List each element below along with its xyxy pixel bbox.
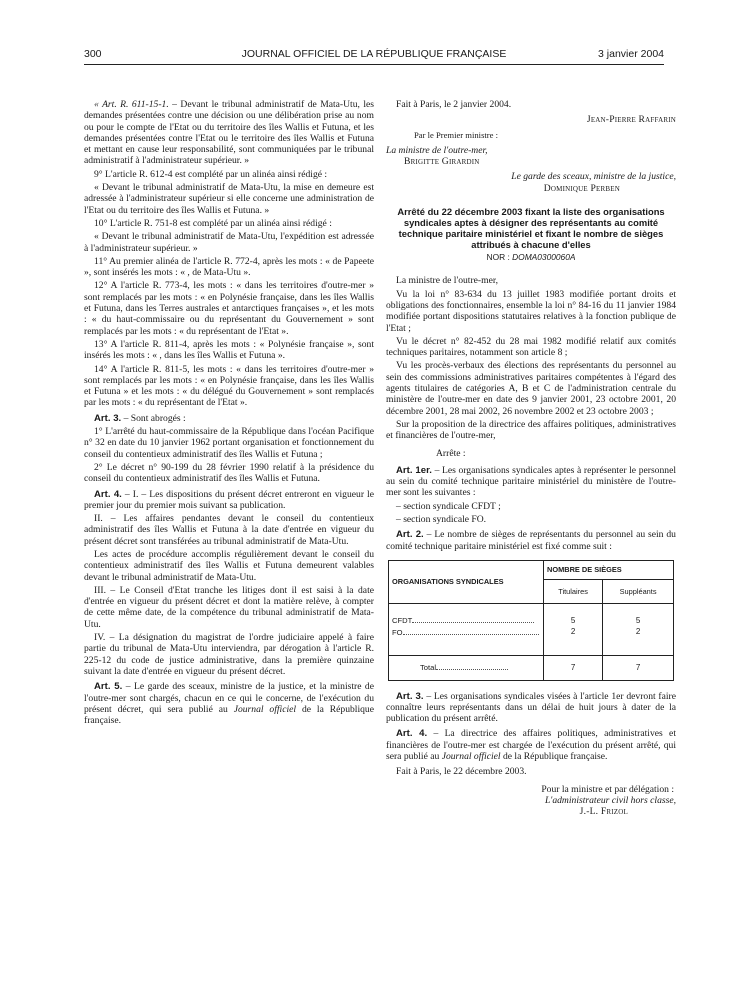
signing-place-date: Fait à Paris, le 22 décembre 2003. xyxy=(396,766,527,778)
article-3: Art. 3. – Sont abrogés : xyxy=(94,412,186,424)
paragraph: « Art. R. 611-15-1. – Devant le tribunal administratif de Mata-Utu, les demandes présentées contre une décision ou une délibération prise au nom ou pour le compte de l'Etat ou du territoire des îles Wallis et Futuna, et les demandes présentées contre l'Etat ou le territoire des îles Wallis et Futuna et mettant en cause leur responsabilité, sont communiquées par le tribunal administratif à l'administrateur supérieur. » xyxy=(84,99,374,167)
left-column xyxy=(84,99,374,728)
header-organisations: ORGANISATIONS SYNDICALES xyxy=(389,560,544,603)
titulaires-value: 5 xyxy=(570,615,576,625)
paragraph: Vu la loi n° 83-634 du 13 juillet 1983 modifiée portant droits et obligations des fonctionnaires, ensemble la loi n° 84-16 du 11 janvier 1984 modifiée portant dispositions statutaires relatives à la fonction publique de l'Etat ; xyxy=(386,288,676,334)
minister-title: La ministre de l'outre-mer, xyxy=(386,144,488,156)
arrete-title: Arrêté du 22 décembre 2003 fixant la liste des organisations syndicales aptes à désigner des représentants au comité technique paritaire ministériel et fixant le nombre de sièges attribués à chacune d'elles xyxy=(397,206,665,251)
page-header xyxy=(86,48,662,64)
article-3-arrete: Art. 3. – Les organisations syndicales visées à l'article 1er devront faire connaître leurs représentants dans un délai de huit jours à dater de la publication du présent arrêté. xyxy=(386,690,676,725)
paragraph: III. – Le Conseil d'Etat tranche les litiges dont il est saisi à la date d'entrée en vigueur du présent décret et dont la matière relève, à compter de cette même date, de la compétence du tribunal administratif de Mata-Utu. xyxy=(84,584,374,630)
article-2: Art. 2. – Le nombre de sièges de représentants du personnel au sein du comité technique paritaire ministériel est fixé comme suit : xyxy=(386,529,676,552)
signature-justice: Dominique Perben xyxy=(543,182,620,194)
paragraph: 13° A l'article R. 811-4, après les mots : « Polynésie française », sont insérés les mots : « , dans les îles Wallis et Futuna ». xyxy=(84,338,374,362)
header-seats: NOMBRE DE SIÈGES xyxy=(544,560,674,579)
by-prime-minister: Par le Premier ministre : xyxy=(414,129,499,140)
total-suppleants: 7 xyxy=(603,655,674,680)
delegation-line: Pour la ministre et par délégation : xyxy=(541,783,674,795)
paragraph: Vu les procès-verbaux des élections des représentants du personnel au sein des commissions administratives paritaires compétentes à l'égard des agents titulaires de catégories A, B et C de l'administration centrale du ministère de l'outre-mer en date des 9 janvier 2001, 23 octobre 2001, 20 décembre 2001, 28 mai 2002, 26 novembre 2002 et 23 octobre 2003 ; xyxy=(386,360,676,417)
paragraph: Les actes de procédure accomplis régulièrement devant le conseil du contentieux administratif des îles Wallis et Futuna demeurent valables devant le tribunal administratif de Mata-Utu. xyxy=(84,548,374,583)
paragraph: 1° L'arrêté du haut-commissaire de la République dans l'océan Pacifique n° 32 en date du 10 janvier 1962 portant organisation et fonctionnement du conseil du contentieux administratif des îles Wallis et Futuna ; xyxy=(84,426,374,460)
journal-title: JOURNAL OFFICIEL DE LA RÉPUBLIQUE FRANÇAISE xyxy=(241,48,507,60)
paragraph: 2° Le décret n° 90-199 du 28 février 1990 relatif à la présidence du conseil du contentieux administratif des îles Wallis et Futuna. xyxy=(84,461,374,485)
article-5: Art. 5. – Le garde des sceaux, ministre de la justice, et la ministre de l'outre-mer sont chargés, chacun en ce qui le concerne, de l'exécution du présent décret, qui sera publié au Journal officiel de la République française. xyxy=(84,681,374,727)
paragraph: « Devant le tribunal administratif de Mata-Utu, l'expédition est adressée à l'administrateur supérieur. » xyxy=(84,231,374,254)
total-titulaires: 7 xyxy=(544,655,603,680)
list-item: – section syndicale FO. xyxy=(396,514,487,526)
paragraph: 14° A l'article R. 811-5, les mots : « dans les territoires d'outre-mer » sont remplacés par les mots : « en Polynésie française, dans les îles Wallis et Futuna » et les mots : « du délégué du Gouvernement » sont remplacés par les mots : « du représentant de l'Etat ». xyxy=(84,363,374,409)
issue-date: 3 janvier 2004 xyxy=(598,48,664,60)
suppleants-value: 2 xyxy=(635,627,641,637)
article-4: Art. 4. – I. – Les dispositions du présent décret entreront en vigueur le premier jour du premier mois suivant sa publication. xyxy=(84,488,374,511)
suppleants-value: 5 xyxy=(635,615,641,625)
article-4-arrete: Art. 4. – La directrice des affaires politiques, administratives et financières de l'outre-mer est chargée de l'exécution du présent arrêté, qui sera publié au Journal officiel de la République française. xyxy=(386,728,676,762)
org-name: FO xyxy=(392,628,403,638)
paragraph: 11° Au premier alinéa de l'article R. 772-4, après les mots : « de Papeete », sont insérés les mots : « , de Mata-Utu ». xyxy=(84,255,374,279)
paragraph: IV. – La désignation du magistrat de l'ordre judiciaire appelé à faire partie du tribunal de Mata-Utu interviendra, par dérogation à l'article R. 225-12 du code de justice administrative, dans la première quinzaine suivant la date d'entrée en vigueur du présent décret. xyxy=(84,632,374,677)
arrete-label: Arrête : xyxy=(436,447,466,459)
table-total-row xyxy=(389,655,674,680)
paragraph: La ministre de l'outre-mer, xyxy=(396,275,499,287)
article-1: Art. 1er. – Les organisations syndicales aptes à représenter le personnel au sein du comité technique paritaire ministériel du ministère de l'outre-mer sont les suivantes : xyxy=(386,464,676,499)
administrator-title: L'administrateur civil hors classe, xyxy=(544,794,676,806)
paragraph: 10° L'article R. 751-8 est complété par un alinéa ainsi rédigé : xyxy=(94,217,332,229)
list-item: – section syndicale CFDT ; xyxy=(396,500,501,512)
page-number: 300 xyxy=(84,48,102,60)
titulaires-value: 2 xyxy=(570,627,576,637)
org-name: CFDT xyxy=(392,615,413,625)
header-titulaires: Titulaires xyxy=(544,580,603,604)
justice-title: Le garde des sceaux, ministre de la justice, xyxy=(511,171,676,183)
signature-frizol: J.-L. Frizol xyxy=(579,806,628,818)
table-row xyxy=(389,603,674,655)
header-suppleants: Suppléants xyxy=(603,580,674,604)
paragraph: 12° A l'article R. 773-4, les mots : « dans les territoires d'outre-mer » sont remplacés par les mots : « en Polynésie française, dans les îles Wallis et Futuna, dans les Terres australes et antarctiques françaises », et les mots : « du haut-commissaire ou du représentant du Gouvernement » sont remplacés par les mots : « du représentant de l'Etat ». xyxy=(84,280,374,337)
paragraph: II. – Les affaires pendantes devant le conseil du contentieux administratif des îles Wallis et Futuna à la date d'entrée en vigueur du présent décret sont transférées au tribunal administratif de Mata-Utu. xyxy=(84,513,374,547)
paragraph: Vu le décret n° 82-452 du 28 mai 1982 modifié relatif aux comités techniques paritaires, notamment son article 8 ; xyxy=(386,335,676,359)
total-label: Total xyxy=(420,663,437,673)
paragraph: Sur la proposition de la directrice des affaires politiques, administratives et financières de l'outre-mer, xyxy=(386,418,676,442)
decree-signatures xyxy=(386,99,676,194)
header-rule xyxy=(84,64,664,65)
signature-prime-minister: Jean-Pierre Raffarin xyxy=(586,114,676,126)
signing-place-date: Fait à Paris, le 2 janvier 2004. xyxy=(396,99,512,110)
paragraph: « Devant le tribunal administratif de Mata-Utu, la mise en demeure est adressée à l'administrateur supérieur si elle concerne une administration de l'Etat ou du territoire des îles Wallis et Futuna. » xyxy=(84,182,374,216)
right-column xyxy=(386,99,676,817)
signature-minister: Brigitte Girardin xyxy=(404,156,480,168)
nor-reference: NOR : DOMA0300060A xyxy=(486,252,576,263)
seats-table xyxy=(388,560,674,681)
paragraph: 9° L'article R. 612-4 est complété par un alinéa ainsi rédigé : xyxy=(94,168,328,180)
